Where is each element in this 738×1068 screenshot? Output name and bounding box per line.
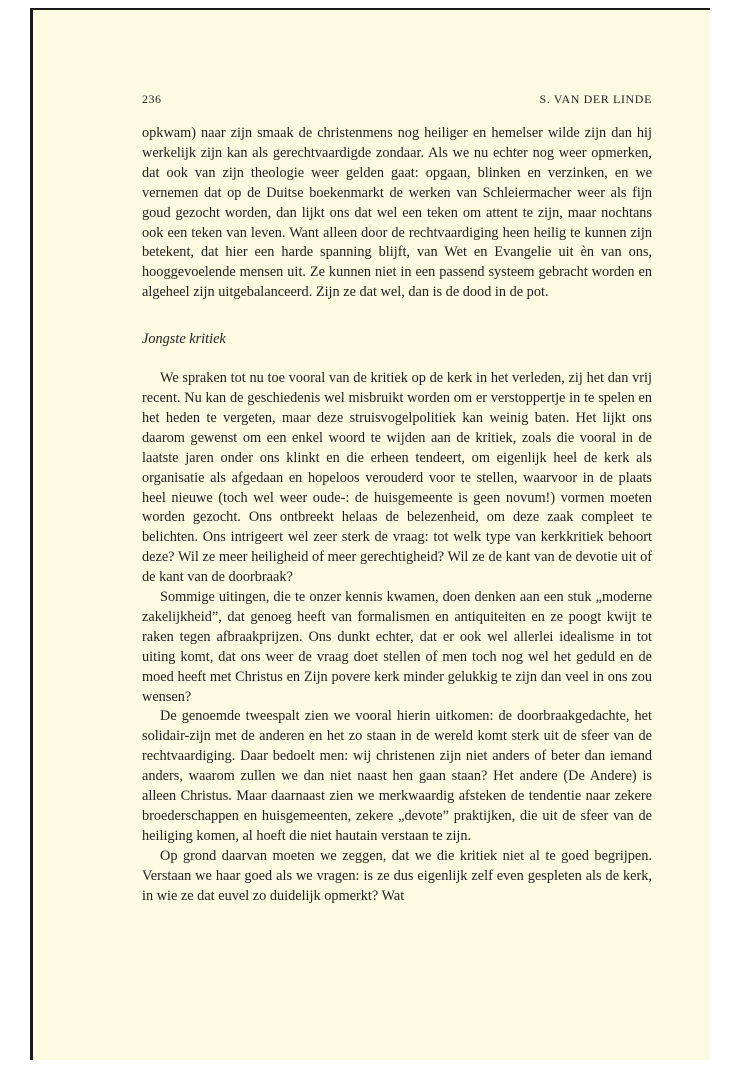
paragraph: opkwam) naar zijn smaak de christenmens nog heiliger en hemelser wilde zijn dan hij werkelijk zijn kan als gerechtvaardigde zondaar. Als we nu echter nog weer opmerken, dat ook van zijn theologie weer gelden gaat: opgaan, blinken en verzinken, en we vernemen dat op de Duitse boekenmarkt de werken van Schleiermacher weer als fijn goud gezocht worden, dan lijkt ons dat wel een teken om attent te zijn, maar nochtans ook een teken van leven. Want alleen door de rechtvaardiging heen heilig te kunnen zijn betekent, dat hier een harde spanning blijft, van Wet en Evangelie uit èn van ons, hooggevoelende mensen uit. Ze kunnen niet in een passend systeem gebracht worden en algeheel zijn uitgebalanceerd. Zijn ze dat wel, dan is de dood in de pot. [142,125,652,301]
paragraph: We spraken tot nu toe vooral van de kritiek op de kerk in het verleden, zij het dan vrij recent. Nu kan de geschiedenis wel misbruikt worden om er verstoppertje in te spelen en het heden te vergeten, maar deze struisvogelpolitiek kan weinig baten. Het lijkt ons daarom gewenst om een enkel woord te wijden aan de kritiek, zoals die vooral in de laatste jaren onder ons klinkt en die erheen tendeert, om eigenlijk heel de kerk als organisatie als afgedaan en hopeloos verouderd voor te stellen, waarvoor in de plaats heel nieuwe (toch wel weer oude-: de huisgemeente is geen novum!) vormen moeten worden gezocht. Ons ontbreekt helaas de belezenheid, om deze zaak compleet te belichten. Ons intrigeert wel zeer sterk de vraag: tot welk type van kerkkritiek behoort deze? Wil ze meer heiligheid of meer gerechtigheid? Wil ze de kant van de devotie uit of de kant van de doorbraak? [142,370,652,586]
page-top-edge [30,8,710,10]
paragraph: De genoemde tweespalt zien we vooral hierin uitkomen: de doorbraakgedachte, het solidair-zijn met de anderen en het zo staan in de wereld komt sterk uit de sfeer van de rechtvaardiging. Daar bedoelt men: wij christenen zijn niet anders of beter dan iemand anders, waarom zullen we dan niet naast hen gaan staan? Het andere (De Andere) is alleen Christus. Maar daarnaast zien we merkwaardig afsteken de tendentie naar zekere broederschappen en huisgemeenten, zekere „devote” praktijken, die uit de sfeer van de heiliging komen, al hoeft die niet hautain verstaan te zijn. [142,708,652,844]
page-number: 236 [142,92,162,106]
body-text [142,124,652,907]
page-left-edge [30,8,33,1060]
section-heading: Jongste kritiek [142,331,226,348]
paragraph: Sommige uitingen, die te onzer kennis kwamen, doen denken aan een stuk „moderne zakelijkheid”, dat genoeg heeft van formalismen en antiquiteiten en ze poogt kwijt te raken tegen afbraakprijzen. Ons dunkt echter, dat er ook wel allerlei idealisme in tot uiting komt, dat ons weer de vraag doet stellen of men toch nog wel het geduld en de moed heeft met Christus en Zijn povere kerk minder gelukkig te zijn dan veel in ons zou wensen? [142,589,652,705]
author-name: S. VAN DER LINDE [539,92,652,106]
paragraph: Op grond daarvan moeten we zeggen, dat we die kritiek niet al te goed begrijpen. Verstaan we haar goed als we vragen: is ze dus eigenlijk zelf even gespleten als de kerk, in wie ze dat euvel zo duidelijk opmerkt? Wat [142,847,652,904]
running-header [142,92,652,110]
